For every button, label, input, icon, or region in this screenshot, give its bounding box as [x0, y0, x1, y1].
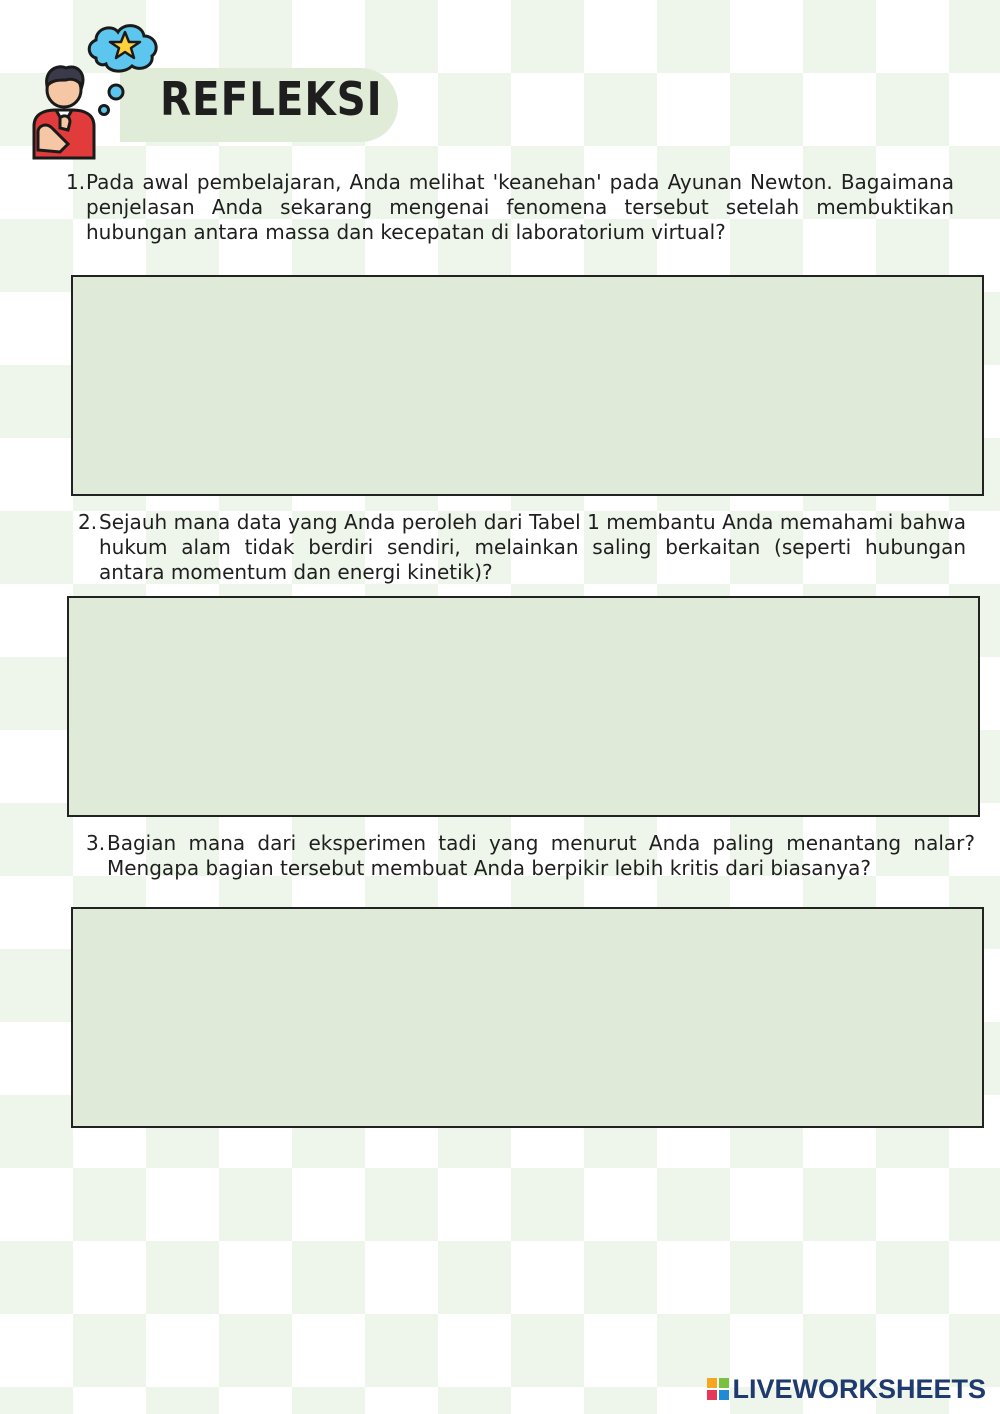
question-text: Pada awal pembelajaran, Anda melihat 'keanehan' pada Ayunan Newton. Bagaimana penjelasan Anda sekarang mengenai fenomena tersebut setelah membuktikan hubungan antara massa dan kecepatan di laboratorium virtual?: [86, 170, 954, 244]
question-number: 1.: [66, 170, 86, 194]
question-text: Sejauh mana data yang Anda peroleh dari Tabel 1 membantu Anda memahami bahwa hukum alam tidak berdiri sendiri, melainkan saling berkaitan (seperti hubungan antara momentum dan energi kinetik)?: [99, 510, 966, 584]
footer-brand[interactable]: [707, 1374, 986, 1404]
brand-name: LIVEWORKSHEETS: [732, 1373, 986, 1404]
question-number: 3.: [86, 831, 106, 855]
page-title: REFLEKSI: [160, 72, 383, 126]
question-2: [78, 510, 966, 585]
liveworksheets-logo-icon: [707, 1378, 729, 1400]
answer-box-2[interactable]: [67, 596, 980, 817]
thinking-person-with-star-bubble-icon: [28, 18, 173, 163]
question-number: 2.: [78, 510, 98, 534]
question-3: [86, 831, 975, 881]
question-text: Bagian mana dari eksperimen tadi yang menurut Anda paling menantang nalar? Mengapa bagian tersebut membuat Anda berpikir lebih kritis dari biasanya?: [107, 831, 975, 880]
answer-box-1[interactable]: [71, 275, 984, 496]
question-1: [66, 170, 954, 245]
answer-box-3[interactable]: [71, 907, 984, 1128]
